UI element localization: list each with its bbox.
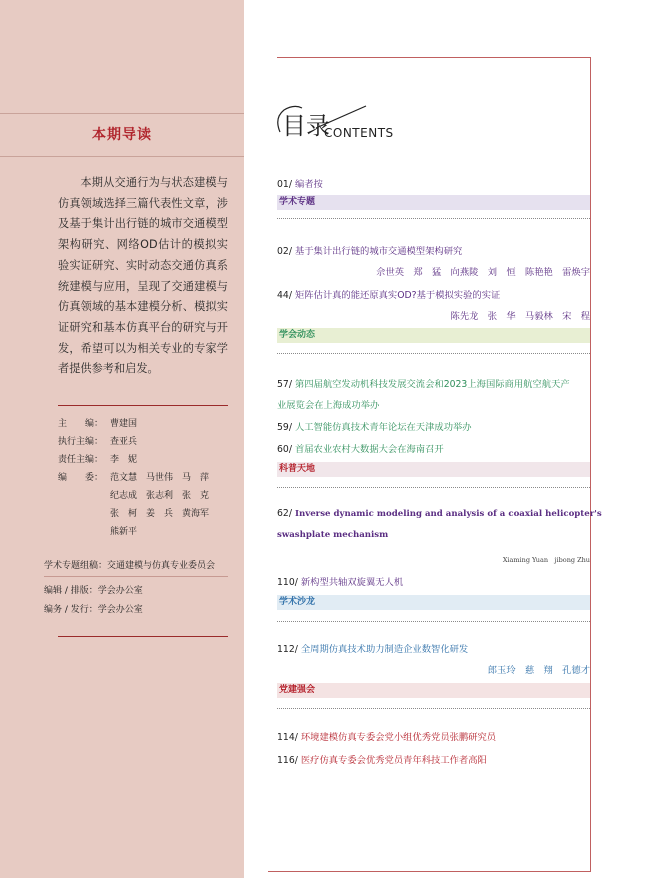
staff-value: 曹建国 (110, 419, 138, 429)
toc-entry-57[interactable] (277, 376, 590, 390)
toc-entry-114[interactable] (277, 729, 590, 743)
toc-entry-62[interactable] (277, 508, 602, 519)
staff-row (58, 524, 238, 542)
organizer-divider (44, 576, 228, 577)
staff-row (58, 488, 238, 506)
organizer-line: 学术专题组稿：交通建模与仿真专业委员会 (44, 561, 216, 571)
frame-right-line (590, 57, 591, 872)
toc-entry-110[interactable] (277, 574, 590, 588)
distribution-line: 编务 / 发行：学会办公室 (44, 605, 143, 615)
toc-entry-116[interactable] (277, 752, 590, 766)
staff-value: 熊新平 (110, 527, 138, 537)
entry-authors: 郎玉玲 慈 翔 孔德才 (487, 665, 590, 676)
staff-value: 纪志成 张志利 张 克 (110, 491, 210, 501)
staff-row (58, 506, 238, 524)
entry-number: 62/ (277, 508, 292, 519)
entry-number: 116/ (277, 755, 298, 766)
toc-entry-02[interactable] (277, 243, 590, 257)
toc-entry-44[interactable] (277, 287, 590, 301)
section-band: 学术沙龙 (277, 595, 590, 610)
toc-entry-60[interactable] (277, 441, 590, 455)
toc-entry-59[interactable] (277, 419, 590, 433)
sidebar-top-rule (0, 113, 244, 114)
dotted-divider (277, 487, 590, 488)
staff-label: 主 编： (58, 419, 104, 429)
section-band: 党建强会 (277, 683, 590, 698)
entry-number: 02/ (277, 246, 292, 257)
sidebar-title-rule (0, 156, 244, 157)
staff-row (58, 470, 238, 488)
staff-row (58, 434, 238, 452)
entry-title: 全周期仿真技术助力制造企业数智化研发 (300, 644, 469, 655)
entry-title: 基于集计出行链的城市交通模型架构研究 (294, 246, 463, 257)
entry-number: 59/ (277, 422, 292, 433)
entry-authors: 陈先龙 张 华 马毅林 宋 程 (450, 311, 590, 322)
editing-line: 编辑 / 排版：学会办公室 (44, 586, 143, 596)
entry-title-cont: 业展览会在上海成功举办 (277, 400, 380, 411)
frame-bottom-line (268, 871, 591, 872)
entry-number: 60/ (277, 444, 292, 455)
staff-label: 责任主编： (58, 455, 104, 465)
entry-authors: 佘世英 郑 猛 向燕陵 刘 恒 陈艳艳 雷焕宇 (376, 267, 590, 278)
staff-label: 编 委： (58, 473, 104, 483)
logo-subtitle: CONTENTS (324, 126, 394, 140)
staff-list (58, 416, 238, 542)
issue-intro: 本期从交通行为与状态建模与仿真领域选择三篇代表性文章，涉及基于集计出行链的城市交通模型架构研究、网络OD估计的模拟实验实证研究、实时动态交通仿真系统建模与应用，呈现了交通建模与仿真领域的基本建模分析、模拟实证研究和基本仿真平台的研究与开发，希望可以为相关专业的专家学者提供参考和启发。 (58, 176, 228, 376)
dotted-divider (277, 621, 590, 622)
dotted-divider (277, 708, 590, 709)
entry-number: 01/ (277, 179, 292, 190)
entry-title: 人工智能仿真技术青年论坛在天津成功举办 (294, 422, 472, 433)
toc-entry-112[interactable] (277, 641, 590, 655)
staff-value: 查亚兵 (110, 437, 138, 447)
staff-value: 李 妮 (110, 455, 138, 465)
entry-number: 112/ (277, 644, 298, 655)
dotted-divider (277, 353, 590, 354)
entry-title: 首届农业农村大数据大会在海南召开 (294, 444, 444, 455)
sidebar (0, 0, 244, 878)
entry-title: 矩阵估计真的能还原真实OD?基于模拟实验的实证 (294, 290, 501, 301)
section-band: 学会动态 (277, 328, 590, 343)
entry-authors: Xiaming Yuan jibong Zhu (502, 556, 590, 564)
entry-number: 57/ (277, 379, 292, 390)
entry-title: 新构型共轴双旋翼无人机 (300, 577, 404, 588)
section-band: 科普天地 (277, 462, 590, 477)
toc-entry-01[interactable] (277, 176, 590, 190)
entry-title-cont: swashplate mechanism (277, 530, 389, 540)
entry-title: 编者按 (294, 179, 323, 190)
staff-row (58, 452, 238, 470)
section-band: 学术专题 (277, 195, 590, 210)
sidebar-bottom-rule (58, 636, 228, 637)
entry-title: 环境建模仿真专委会党小组优秀党员张鹏研究员 (300, 732, 497, 743)
staff-row (58, 416, 238, 434)
sidebar-title: 本期导读 (92, 127, 152, 143)
entry-title: 医疗仿真专委会优秀党员青年科技工作者高阳 (300, 755, 487, 766)
entry-number: 114/ (277, 732, 298, 743)
entry-number: 44/ (277, 290, 292, 301)
dotted-divider (277, 218, 590, 219)
intro-divider (58, 405, 228, 406)
staff-label: 执行主编： (58, 437, 104, 447)
staff-value: 范文慧 马世伟 马 萍 (110, 473, 210, 483)
contents-logo (272, 98, 412, 148)
logo-title: 目录 (282, 112, 330, 140)
staff-value: 张 柯 姜 兵 黄海军 (110, 509, 210, 519)
entry-number: 110/ (277, 577, 298, 588)
frame-top-line (277, 57, 591, 58)
entry-title: Inverse dynamic modeling and analysis of a coaxial helicopter's (294, 509, 602, 519)
entry-title: 第四届航空发动机科技发展交流会和2023上海国际商用航空航天产 (294, 379, 570, 390)
